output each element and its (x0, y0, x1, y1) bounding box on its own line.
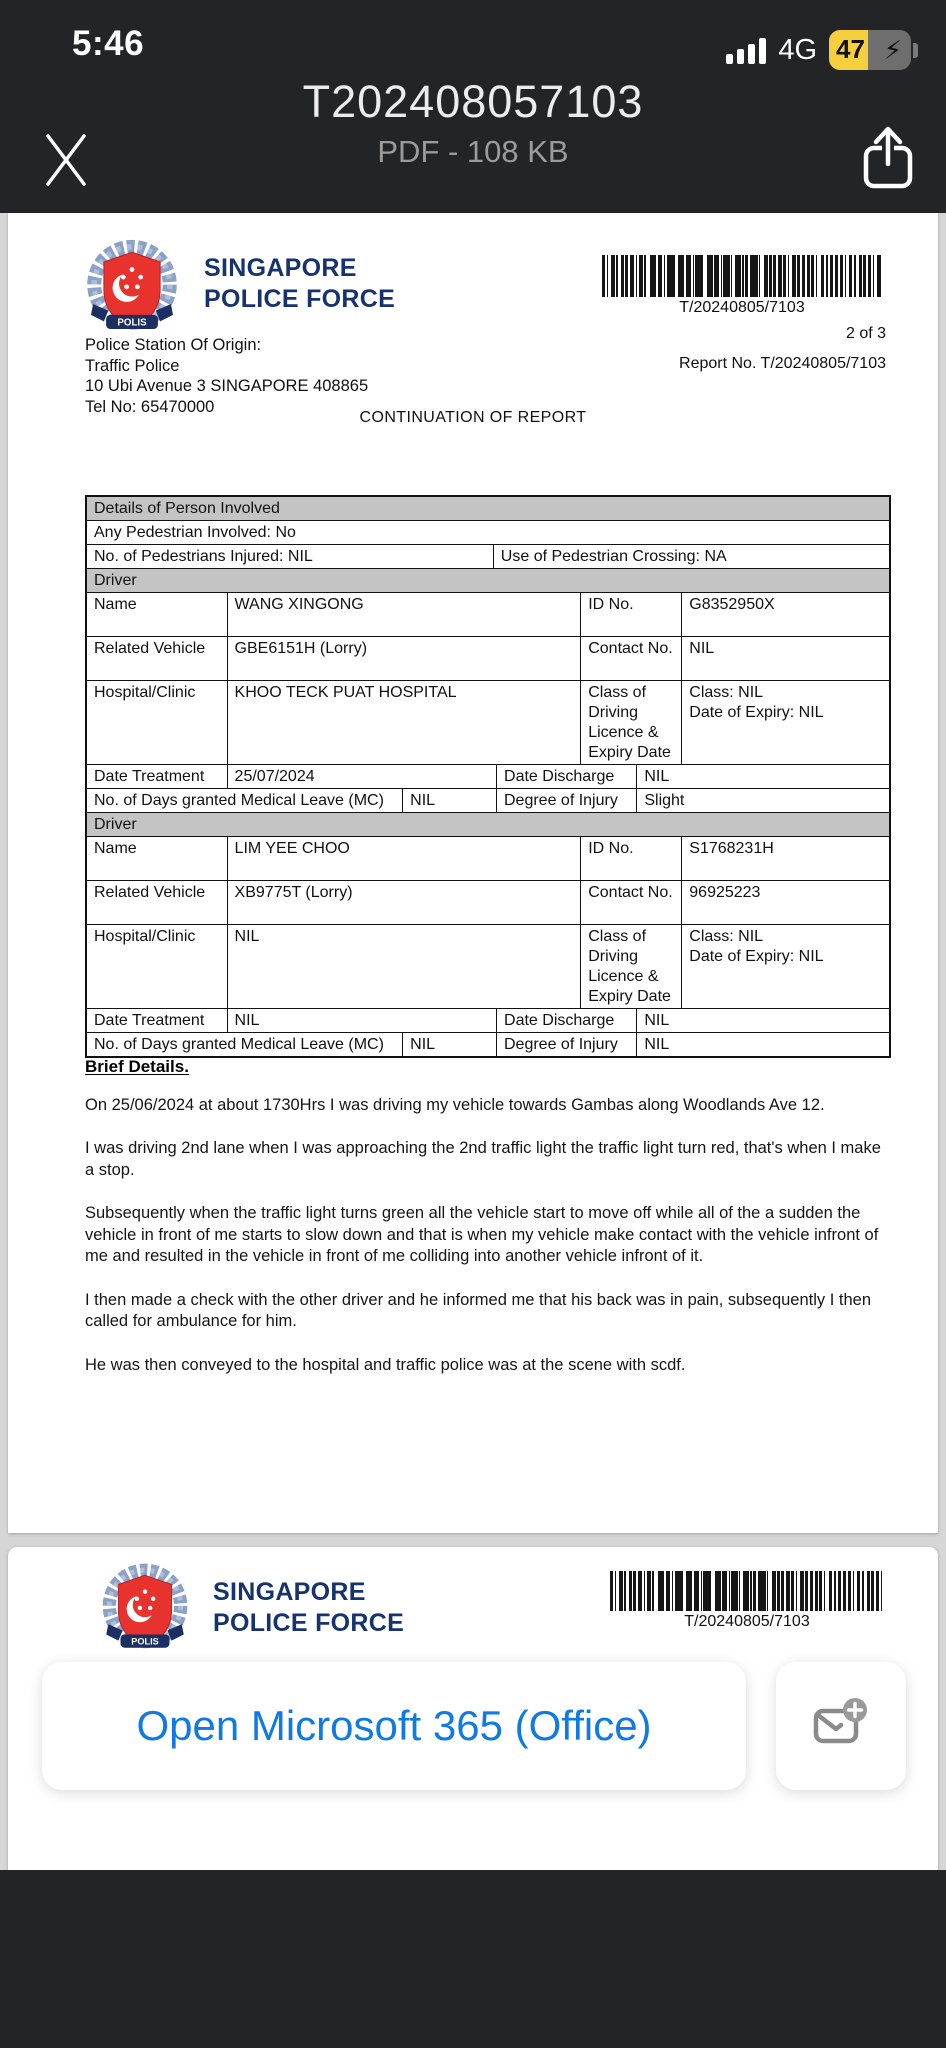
close-icon (36, 128, 96, 188)
pdf-scroll-area[interactable] (0, 213, 946, 1870)
agency-line2: POLICE FORCE (204, 285, 396, 313)
brief-paragraph: Subsequently when the traffic light turns green all the vehicle start to move off while all of the a sudden the vehicle in front of me starts to slow down and that is when my vehicle make contact with the vehicle infront of me and resulted in the vehicle in front of me colliding into another vehicle infront of it. (85, 1204, 879, 1265)
battery-icon (829, 30, 918, 70)
table-cell: Date Treatment (94, 1012, 205, 1029)
svg-text:POLIS: POLIS (117, 317, 147, 329)
agency-name (213, 1577, 404, 1639)
table-cell: Slight (636, 789, 889, 812)
table-cell (681, 681, 889, 764)
table-cell: LIM YEE CHOO (227, 837, 581, 880)
table-cell: Degree of Injury (496, 1033, 636, 1056)
table-cell: No. of Pedestrians Injured: NIL (94, 548, 313, 565)
agency-line1: SINGAPORE (213, 1578, 366, 1606)
table-cell: Hospital/Clinic (94, 928, 196, 945)
table-cell: 96925223 (681, 881, 889, 924)
close-button[interactable] (36, 128, 96, 188)
brief-details-heading: Brief Details. (85, 1057, 189, 1076)
table-cell: NIL (681, 637, 889, 680)
table-cell: Use of Pedestrian Crossing: NA (493, 545, 889, 568)
table-cell: NIL (402, 1033, 496, 1056)
table-cell: ID No. (580, 837, 681, 880)
table-cell: Hospital/Clinic (94, 684, 196, 701)
table-section-header: Driver (94, 572, 137, 589)
table-cell: NIL (636, 765, 889, 788)
document-title: T202408057103 (302, 76, 644, 127)
spf-crest-icon (94, 1563, 196, 1657)
table-cell: Degree of Injury (496, 789, 636, 812)
battery-percent: 47 (836, 34, 865, 64)
table-cell: S1768231H (681, 837, 889, 880)
table-cell: Date Discharge (496, 1009, 636, 1032)
barcode-label: T/20240805/7103 (684, 1613, 810, 1630)
brief-paragraph: On 25/06/2024 at about 1730Hrs I was driving my vehicle towards Gambas along Woodlands Ave 12. (85, 1095, 825, 1114)
continuation-title: CONTINUATION OF REPORT (359, 409, 587, 426)
table-cell: Date Treatment (94, 768, 205, 785)
table-cell: Name (94, 840, 137, 857)
table-cell: NIL (227, 1009, 496, 1032)
share-button[interactable] (856, 124, 920, 192)
table-cell: ID No. (580, 593, 681, 636)
licence-expiry: Date of Expiry: NIL (689, 704, 824, 721)
table-cell: XB9775T (Lorry) (227, 881, 581, 924)
table-section-header: Details of Person Involved (94, 500, 280, 517)
table-cell: NIL (402, 789, 496, 812)
document-subtitle: PDF - 108 KB (377, 134, 569, 169)
table-cell (681, 925, 889, 1008)
table-cell: NIL (636, 1033, 889, 1056)
table-cell: Any Pedestrian Involved: No (94, 524, 296, 541)
signal-strength-icon (726, 37, 766, 64)
network-type-label: 4G (778, 33, 817, 66)
agency-line1: SINGAPORE (204, 254, 357, 282)
barcode-graphic (610, 1571, 884, 1611)
report-barcode-block (610, 1571, 884, 1631)
thumbnail-bar (0, 1870, 946, 2048)
details-table (85, 495, 891, 1058)
table-cell: Date Discharge (496, 765, 636, 788)
table-cell: WANG XINGONG (227, 593, 581, 636)
table-cell: Class of Driving Licence & Expiry Date (580, 925, 681, 1008)
table-cell: 25/07/2024 (227, 765, 496, 788)
open-microsoft365-label: Open Microsoft 365 (Office) (136, 1702, 652, 1749)
table-cell: No. of Days granted Medical Leave (MC) (94, 1036, 384, 1053)
brief-details-section (85, 1056, 893, 1398)
pdf-page-1 (8, 213, 938, 1533)
brief-paragraph: I was driving 2nd lane when I was approaching the 2nd traffic light the traffic light turn red, that's when I make a stop. (85, 1139, 881, 1179)
barcode-label: T/20240805/7103 (679, 299, 805, 316)
brief-paragraph: I then made a check with the other driver and he informed me that his back was in pain, subsequently I then called for ambulance for him. (85, 1290, 872, 1330)
share-to-mail-button[interactable] (776, 1662, 906, 1790)
table-cell: G8352950X (681, 593, 889, 636)
status-icons (726, 30, 918, 70)
station-line: Tel No: 65470000 (85, 397, 215, 416)
table-section-header: Driver (94, 816, 137, 833)
report-number: Report No. T/20240805/7103 (679, 355, 886, 372)
table-cell: Related Vehicle (94, 640, 206, 657)
spf-crest-icon (78, 239, 186, 339)
share-icon (856, 124, 920, 192)
mail-plus-icon (810, 1697, 872, 1755)
table-cell: Contact No. (580, 881, 681, 924)
station-line: Police Station Of Origin: (85, 336, 262, 354)
charging-bolt-icon: ⚡︎ (883, 35, 902, 65)
report-barcode-block (602, 255, 882, 317)
licence-expiry: Date of Expiry: NIL (689, 948, 824, 965)
table-cell: Name (94, 596, 137, 613)
table-cell: NIL (636, 1009, 889, 1032)
station-of-origin (85, 335, 368, 417)
table-cell: NIL (227, 925, 581, 1008)
licence-class: Class: NIL (689, 928, 764, 945)
viewer-header (0, 0, 946, 213)
licence-class: Class: NIL (689, 684, 764, 701)
station-line: 10 Ubi Avenue 3 SINGAPORE 408865 (85, 377, 369, 395)
table-cell: GBE6151H (Lorry) (227, 637, 581, 680)
table-cell: Related Vehicle (94, 884, 206, 901)
status-time: 5:46 (72, 24, 145, 63)
brief-paragraph: He was then conveyed to the hospital and traffic police was at the scene with scdf. (85, 1355, 686, 1374)
table-cell: Class of Driving Licence & Expiry Date (580, 681, 681, 764)
table-cell: KHOO TECK PUAT HOSPITAL (227, 681, 581, 764)
agency-name (204, 253, 395, 315)
station-line: Traffic Police (85, 356, 180, 375)
barcode-graphic (602, 255, 882, 297)
svg-text:POLIS: POLIS (131, 1636, 159, 1647)
table-cell: Contact No. (580, 637, 681, 680)
agency-line2: POLICE FORCE (213, 1609, 405, 1637)
table-cell: No. of Days granted Medical Leave (MC) (94, 792, 384, 809)
open-microsoft365-button[interactable] (42, 1662, 746, 1790)
page-number: 2 of 3 (845, 325, 886, 342)
